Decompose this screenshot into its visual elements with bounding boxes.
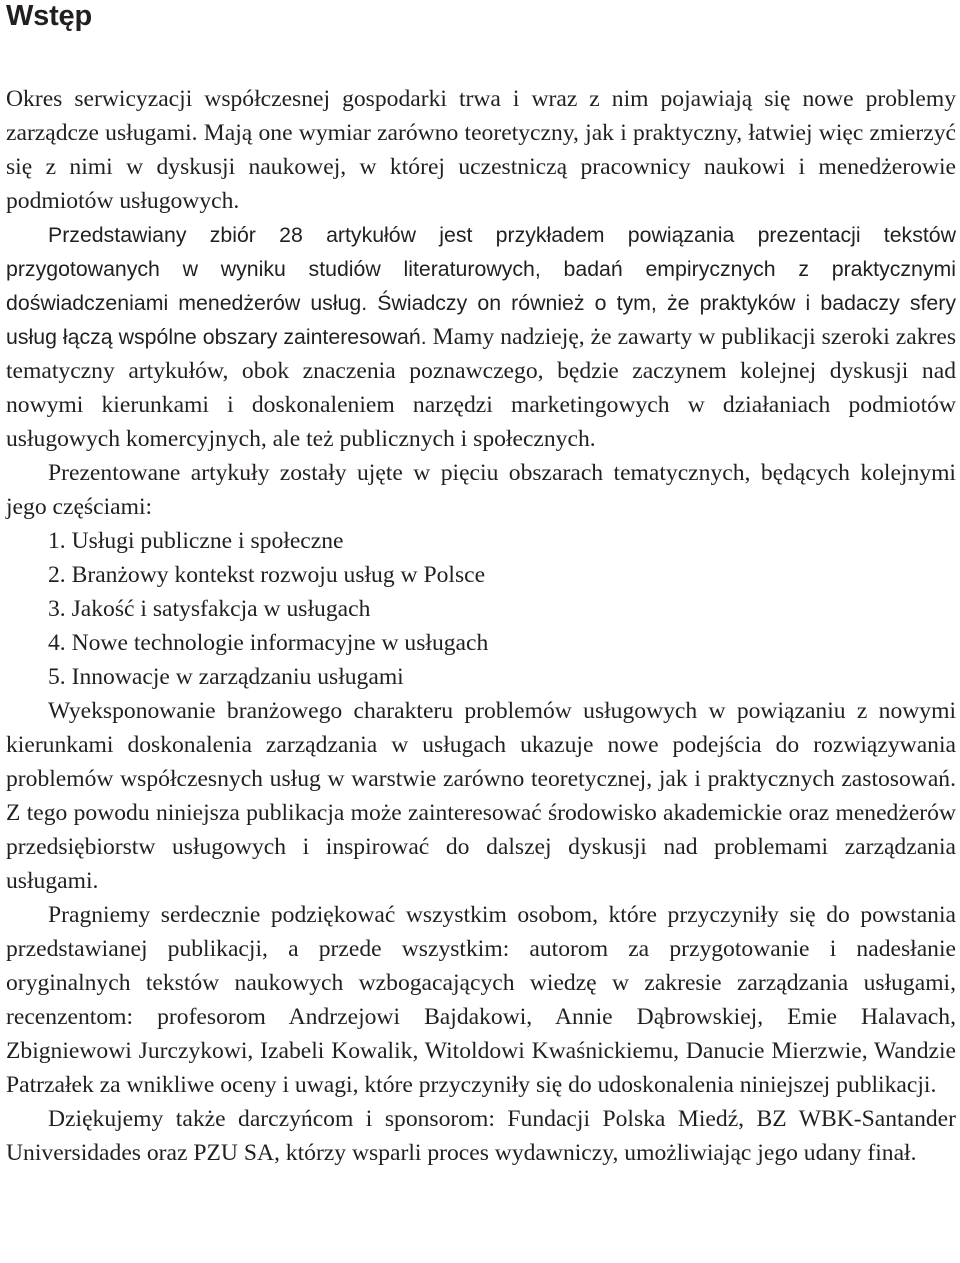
list-item: 5. Innowacje w zarządzaniu usługami [48,664,404,690]
list-item: 3. Jakość i satysfakcja w usługach [48,596,371,622]
paragraph [6,218,956,456]
page-title: Wstęp [6,0,93,32]
paragraph-text: Okres serwicyzacji współczesnej gospodarki trwa i wraz z nim pojawiają się nowe problemy zarządcze usługami. Mają one wymiar zarówno teoretyczny, jak i praktyczny, łatwiej więc zmierzyć się z nimi w dyskusji naukowej, w której uczestniczą pracownicy naukowi i menedżerowie podmiotów usługowych. [6,86,956,214]
paragraph: Wyeksponowanie branżowego charakteru problemów usługowych w powiązaniu z nowymi kierunkami doskonalenia zarządzania w usługach ukazuje nowe podejścia do rozwiązywania problemów współczesnych usług w warstwie zarówno teoretycznej, jak i praktycznych zastosowań. Z tego powodu niniejsza publikacja może zainteresować środowisko akademickie oraz menedżerów przedsiębiorstw usługowych i inspirować do dalszej dyskusji nad problemami zarządzania usługami. [6,698,956,894]
paragraph: Pragniemy serdecznie podziękować wszystkim osobom, które przyczyniły się do powstania przedstawianej publikacji, a przede wszystkim: autorom za przygotowanie i nadesłanie oryginalnych tekstów naukowych wzbogacających wiedzę w zakresie zarządzania usługami, recenzentom: profesorom Andrzejowi Bajdakowi, Annie Dąbrowskiej, Emie Halavach, Zbigniewowi Jurczykowi, Izabeli Kowalik, Witoldowi Kwaśnickiemu, Danucie Mierzwie, Wandzie Patrzałek za wnikliwe oceny i uwagi, które przyczyniły się do udoskonalenia niniejszej publikacji. [6,902,956,1098]
paragraph: Dziękujemy także darczyńcom i sponsorom: Fundacji Polska Miedź, BZ WBK-Santander Universidades oraz PZU SA, którzy wsparli proces wydawniczy, umożliwiając jego udany finał. [6,1106,956,1166]
paragraph-text: Mamy nadzieję, że zawarty w publikacji szeroki zakres tematyczny artykułów, obok znaczenia poznawczego, będzie zaczynem kolejnej dyskusji nad nowymi kierunkami i doskonaleniem narzędzi marketingowych w działaniach podmiotów usługowych komercyjnych, ale też publicznych i społecznych. [6,324,956,452]
thematic-areas-list [6,524,956,694]
paragraph [6,82,956,218]
document-body [6,82,956,1170]
paragraph-text-sans: Przedstawiany zbiór 28 artykułów jest przykładem powiązania prezentacji tekstów przygotowanych w wyniku studiów literaturowych, badań empirycznych z praktycznymi doświadczeniami menedżerów usług. Świadczy on również o tym, że praktyków i badaczy sfery usług łączą wspólne obszary zainteresowań. [6,223,956,349]
list-item: 1. Usługi publiczne i społeczne [48,528,344,554]
paragraph: Prezentowane artykuły zostały ujęte w pięciu obszarach tematycznych, będących kolejnymi jego częściami: [6,460,956,520]
document-page [6,0,956,1170]
list-item: 2. Branżowy kontekst rozwoju usług w Polsce [48,562,486,588]
list-item: 4. Nowe technologie informacyjne w usługach [48,630,489,656]
